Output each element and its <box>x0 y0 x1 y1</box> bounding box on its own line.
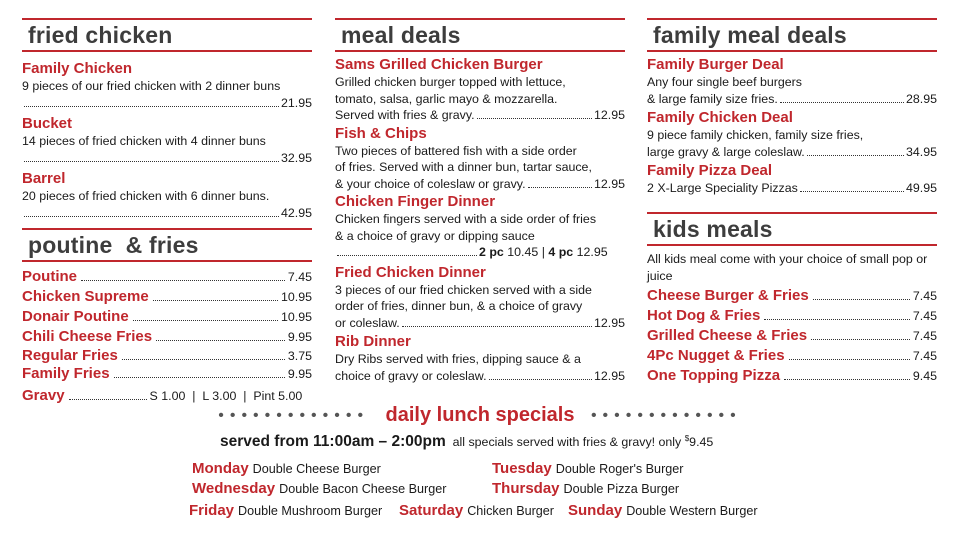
price-line <box>335 368 625 385</box>
section-title: kids meals <box>653 216 773 242</box>
day-name: Saturday <box>399 502 464 519</box>
item-price: 9.95 <box>287 367 312 381</box>
section-header <box>335 18 625 52</box>
day-saturday <box>399 502 554 519</box>
specials-price: 9.45 <box>689 435 714 449</box>
item-desc: of fries. Served with a dinner bun, tartar sauce, <box>335 160 592 174</box>
item-price: 10.95 <box>280 290 312 304</box>
item-name: Fried Chicken Dinner <box>335 263 486 281</box>
price-line <box>647 180 937 197</box>
section-title: family meal deals <box>653 22 847 48</box>
item-desc: Dry Ribs served with fries, dipping sauce & a <box>335 352 581 366</box>
price-currency: $ <box>684 433 690 443</box>
day-item: Double Mushroom Burger <box>238 504 383 518</box>
poutine-section <box>22 228 312 406</box>
item-name: Regular Fries <box>22 347 118 364</box>
price-line <box>335 176 625 193</box>
price-line <box>335 244 625 261</box>
item-price: 7.45 <box>912 349 937 363</box>
item-price: 7.45 <box>912 309 937 323</box>
item-name: Fish & Chips <box>335 124 427 142</box>
kids-meals-section <box>647 212 937 386</box>
menu-row <box>647 366 937 386</box>
item-price: 7.45 <box>287 270 312 284</box>
gravy-row <box>22 386 312 406</box>
day-item: Double Pizza Burger <box>563 482 680 496</box>
item-price: 28.95 <box>905 91 937 106</box>
dot-divider: ••••••••••••• <box>590 406 742 424</box>
item-price: 12.95 <box>593 315 625 330</box>
item-desc: & your choice of coleslaw or gravy. <box>335 176 526 191</box>
specials-note: all specials served with fries & gravy! only <box>452 435 682 449</box>
item-desc: order of fries, dinner bun, & a choice of gravy <box>335 299 583 313</box>
item-desc: Grilled chicken burger topped with lettuce, <box>335 75 566 89</box>
section-title: fried chicken <box>28 22 173 48</box>
item-name: Donair Poutine <box>22 308 129 325</box>
day-sunday <box>568 502 758 519</box>
day-friday <box>189 502 382 519</box>
item-desc: Served with fries & gravy. <box>335 108 475 122</box>
item-desc: tomato, salsa, garlic mayo & mozzarella. <box>335 91 558 106</box>
item-desc: 9 pieces of our fried chicken with 2 dinner buns <box>22 79 281 93</box>
menu-item <box>647 109 937 160</box>
menu-row <box>22 365 312 383</box>
menu-row <box>647 306 937 326</box>
item-name: 4Pc Nugget & Fries <box>647 347 785 364</box>
item-desc: & a choice of gravy or dipping sauce <box>335 228 535 243</box>
item-name: Barrel <box>22 170 66 187</box>
kids-intro: All kids meal come with your choice of small pop or juice <box>647 252 928 283</box>
item-desc: 2 X-Large Speciality Pizzas <box>647 181 798 195</box>
day-item: Double Cheese Burger <box>252 462 381 476</box>
item-desc: large gravy & large coleslaw. <box>647 144 805 159</box>
item-name: Cheese Burger & Fries <box>647 287 809 304</box>
day-name: Tuesday <box>492 460 552 477</box>
section-header <box>647 212 937 246</box>
item-price: 3.75 <box>287 349 312 363</box>
item-price: 49.95 <box>905 181 937 195</box>
item-desc: 3 pieces of our fried chicken served with a side <box>335 282 592 297</box>
day-item: Double Bacon Cheese Burger <box>279 482 447 496</box>
menu-item <box>335 193 625 261</box>
item-desc: Chicken fingers served with a side order of fries <box>335 212 597 226</box>
item-price: 34.95 <box>905 144 937 159</box>
day-thursday <box>492 480 679 497</box>
item-name: Chili Cheese Fries <box>22 328 153 345</box>
item-price: 32.95 <box>280 150 312 165</box>
menu-item <box>647 162 937 197</box>
item-name: Grilled Cheese & Fries <box>647 327 808 344</box>
day-item: Chicken Burger <box>467 504 555 518</box>
item-price: 7.45 <box>912 329 937 343</box>
section-header <box>647 18 937 52</box>
served-line <box>220 433 713 451</box>
price-value: 10.45 <box>507 245 539 259</box>
item-name: Gravy <box>22 387 65 404</box>
section-title: meal deals <box>341 22 461 48</box>
day-name: Monday <box>192 460 249 477</box>
item-price: 12.95 <box>593 108 625 122</box>
menu-row <box>647 286 937 306</box>
price-line <box>647 91 937 108</box>
item-price: 12.95 <box>593 176 625 191</box>
item-name: Family Burger Deal <box>647 56 784 73</box>
day-monday <box>192 460 381 477</box>
menu-item <box>647 56 937 107</box>
daily-specials-title: daily lunch specials <box>385 404 575 426</box>
item-name: Family Chicken <box>22 60 133 77</box>
menu-row <box>22 287 312 307</box>
section-header <box>22 18 312 52</box>
item-name: Rib Dinner <box>335 333 411 350</box>
day-name: Sunday <box>568 502 623 519</box>
price-line <box>22 150 312 167</box>
section-title: poutine & fries <box>28 232 199 258</box>
item-desc: 20 pieces of fried chicken with 6 dinner buns. <box>22 189 270 203</box>
item-price: 21.95 <box>280 95 312 110</box>
menu-row <box>647 326 937 346</box>
menu-row <box>22 307 312 327</box>
section-header <box>22 228 312 262</box>
price-value: 12.95 <box>576 245 608 259</box>
item-name: Family Chicken Deal <box>647 109 793 126</box>
served-hours: served from 11:00am – 2:00pm <box>220 433 446 450</box>
day-name: Friday <box>189 502 235 519</box>
item-desc: 9 piece family chicken, family size fries, <box>647 128 864 142</box>
day-tuesday <box>492 460 683 477</box>
fried-chicken-section <box>22 18 312 221</box>
price-line <box>22 95 312 112</box>
item-price: 42.95 <box>280 205 312 220</box>
item-desc: Two pieces of battered fish with a side order <box>335 143 577 158</box>
dot-divider: ••••••••••••• <box>218 406 370 424</box>
day-name: Wednesday <box>192 480 276 497</box>
family-deals-section <box>647 18 937 197</box>
item-desc: choice of gravy or coleslaw. <box>335 368 487 383</box>
meal-deals-section <box>335 18 625 384</box>
price-line <box>647 144 937 161</box>
menu-item <box>335 56 625 124</box>
item-desc: 14 pieces of fried chicken with 4 dinner buns <box>22 134 266 148</box>
price-line <box>22 205 312 222</box>
menu-item <box>335 125 625 193</box>
price-label: 4 pc <box>548 245 574 259</box>
item-name: Poutine <box>22 268 77 285</box>
item-name: One Topping Pizza <box>647 367 781 384</box>
menu-row <box>22 347 312 365</box>
item-price: 9.45 <box>912 369 937 383</box>
menu-item <box>335 333 625 384</box>
item-desc: & large family size fries. <box>647 91 778 106</box>
menu-row <box>22 267 312 287</box>
menu-item <box>22 60 312 111</box>
item-price: 10.95 <box>280 310 312 324</box>
item-name: Chicken Supreme <box>22 288 149 305</box>
menu-row <box>22 327 312 347</box>
item-price: 12.95 <box>593 368 625 383</box>
item-price: 2 pc 10.45 | 4 pc 12.95 <box>479 245 608 259</box>
day-wednesday <box>192 480 446 497</box>
item-desc: or coleslaw. <box>335 315 400 330</box>
daily-specials-header <box>0 404 960 427</box>
item-price: 7.45 <box>912 289 937 303</box>
day-item: Double Roger's Burger <box>555 462 684 476</box>
item-price: 9.95 <box>287 330 312 344</box>
item-name: Chicken Finger Dinner <box>335 193 496 210</box>
menu-row <box>647 346 937 366</box>
menu-item <box>335 264 625 332</box>
price-line <box>335 107 625 124</box>
item-name: Family Fries <box>22 365 110 382</box>
item-name: Family Pizza Deal <box>647 162 773 179</box>
price-label: 2 pc <box>479 245 504 259</box>
menu-item <box>22 115 312 166</box>
menu-item <box>22 170 312 221</box>
item-price: S 1.00 | L 3.00 | Pint 5.00 <box>149 389 303 403</box>
day-item: Double Western Burger <box>626 504 758 518</box>
item-name: Sams Grilled Chicken Burger <box>335 56 543 73</box>
item-name: Bucket <box>22 115 73 132</box>
price-line <box>335 315 625 332</box>
day-name: Thursday <box>492 480 560 497</box>
item-name: Hot Dog & Fries <box>647 307 761 324</box>
item-desc: Any four single beef burgers <box>647 75 802 89</box>
